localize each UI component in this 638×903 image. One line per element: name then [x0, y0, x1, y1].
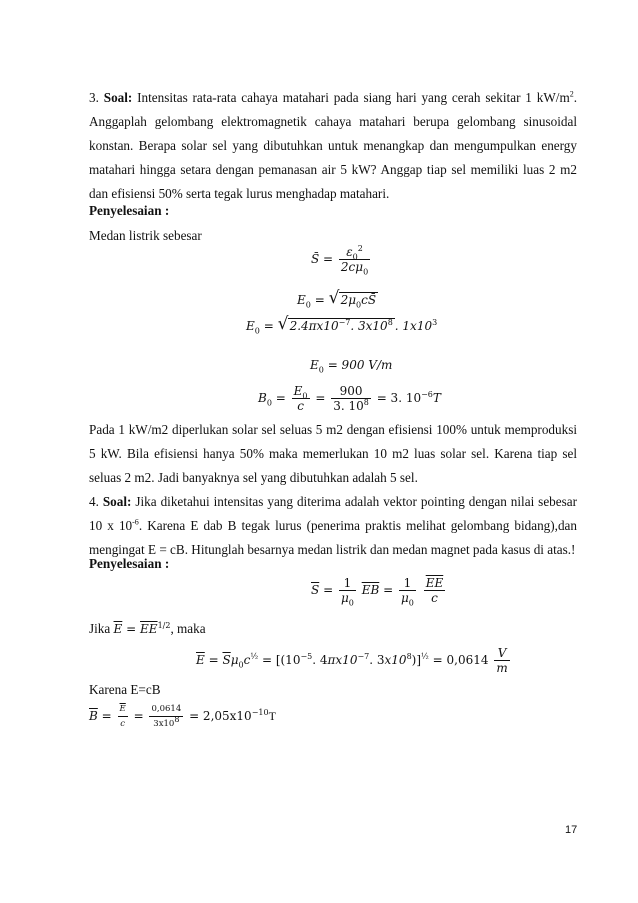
fraction: $\frac{\overline{E}}{c}$	[119, 704, 126, 729]
fraction-denominator: c	[297, 399, 304, 413]
equation-e0-sqrt: $E_0$ = √ $2\mu_0cS̄$	[297, 288, 377, 310]
sqrt-content-tail: cS̄	[361, 293, 377, 307]
problem-text: Intensitas rata-rata cahaya matahari pada siang hari yang cerah sekitar 1 kW/m	[137, 90, 570, 105]
unit-numerator: V	[494, 646, 509, 661]
fraction: $\frac{E_0}{c}$	[293, 384, 308, 413]
sqrt-value: 2.4πx10	[289, 319, 339, 333]
fraction: $\frac{1}{\mu_0}$	[340, 576, 354, 608]
fraction-numerator: 900	[331, 384, 371, 399]
karena-line: Karena E=cB	[89, 682, 161, 697]
eq-result: = 900 V/m	[327, 358, 393, 372]
page-number: 17	[565, 824, 578, 836]
eq-result: = 2,05x10	[189, 709, 252, 723]
eq-result: = 0,0614	[432, 653, 489, 667]
sqrt-value-2: . 3x10	[350, 319, 388, 333]
fraction: $\frac{900}{3. 10^8}$	[333, 384, 369, 413]
eq-lhs: E	[297, 293, 306, 307]
eq-lhs: E	[246, 319, 255, 333]
eq-result: = 3. 10	[376, 391, 422, 405]
fraction: $\frac{\overline{EE}}{c}$	[425, 576, 444, 605]
unit: T	[268, 709, 276, 723]
unit-fraction	[494, 646, 509, 675]
superscript: -6	[132, 517, 139, 527]
problem-number: 4.	[89, 494, 99, 509]
medan-text: Medan listrik sebesar	[89, 228, 202, 243]
equation-s-eb: $\overline{S}$ = $\frac{1}{\mu_0}$ $\overline{EB}$ = $\frac{1}{\mu_0}$ $\frac{\overline{EE}}{c}$	[311, 576, 444, 608]
problem-4-paragraph	[89, 490, 577, 562]
solution-heading: Penyelesaian :	[89, 556, 170, 571]
fraction-numerator: 0,0614	[149, 702, 183, 717]
equation-b0: $B_0$ = $\frac{E_0}{c}$ = $\frac{900}{3. 10^8}$ = 3. $10^{-6}T$	[258, 384, 441, 413]
eq-lhs: S̄ =	[311, 252, 334, 266]
fraction: $\frac{\varepsilon_0^2}{2c\mu_0}$	[340, 244, 369, 277]
eq-lhs: E	[310, 358, 319, 372]
fraction: $\frac{1}{\mu_0}$	[400, 576, 414, 608]
sqrt: √ $2.4\pi x10^{-7}$. $3x10^8$	[277, 314, 393, 334]
value-3: . 1x10	[394, 319, 433, 333]
problem-text: Jika diketahui intensitas yang diterima adalah vektor pointing dengan nilai sebesar 10 x 10	[89, 494, 577, 534]
jika-text: Jika	[89, 621, 111, 636]
fraction: $\frac{0,0614}{3x10^8}$	[151, 704, 182, 729]
problem-text-continued: . Karena E dab B tegak lurus (penerima praktis melihat gelombang bidang),dan mengingat E = cB. Hitunglah besarnya medan listrik dan medan magnet pada kasus di atas.!	[89, 518, 578, 558]
solution-paragraph: Pada 1 kW/m2 diperlukan solar sel seluas 5 m2 dengan efisiensi 100% untuk memproduksi 5 kW. Bila efisiensi hanya 50% maka memerlukan 10 m2 luas solar sel. Karena tiap sel seluas 2 m2. Jadi banyaknya sel yang dibutuhkan adalah 5 sel.	[89, 422, 577, 486]
jika-math: $\overline{E} = \overline{EE}^{1/2}$	[113, 621, 171, 636]
problem-number: 3.	[89, 90, 99, 105]
equation-e-result: $\overline{E} = \overline{S}\mu_0c^{\frac{1}{2}} = [(10^{-5}$. $4\pi x10^{-7}$. $3x10^8)]^{\frac{1}{2}} = 0,0614$ $\frac{V}{m}$	[196, 646, 508, 675]
fraction-denominator: 3. 10	[333, 399, 364, 413]
equation-e0-result: $E_0 = 900$ V/m	[310, 358, 393, 375]
equation-e0-values: $E_0$ = √ $2.4\pi x10^{-7}$. $3x10^8$ . $1x10^3$	[246, 314, 438, 336]
sqrt-content: 2μ	[340, 293, 357, 307]
problem-text-continued: . Anggaplah gelombang elektromagnetik cahaya matahari berupa gelombang sinusoidal konstan. Berapa solar sel yang dibutuhkan untuk menangkap dan mengumpulkan energy matahari hingga setara dengan pemanasan air 5 kW? Anggap tiap sel memiliki luas 2 m2 dan efisiensi 50% serta tegak lurus menghadap matahari.	[89, 90, 578, 202]
solution-heading: Penyelesaian :	[89, 203, 170, 218]
fraction-numerator: ε	[346, 245, 353, 259]
problem-3-paragraph	[89, 86, 577, 206]
superscript: 2	[569, 89, 574, 99]
fraction-numerator: E	[293, 384, 303, 398]
fraction-denominator: 3x10	[153, 719, 175, 729]
equation-poynting	[311, 244, 372, 277]
problem-label: Soal:	[102, 494, 132, 509]
problem-label: Soal:	[103, 90, 133, 105]
maka-text: , maka	[170, 621, 206, 636]
unit: T	[432, 391, 441, 405]
fraction-denominator: 2cμ	[340, 260, 364, 274]
sqrt: √ $2\mu_0cS̄$	[328, 288, 377, 310]
unit-denominator: m	[496, 661, 508, 675]
equation-b-result: $\overline{B}$ = $\frac{\overline{E}}{c}$ = $\frac{0,0614}{3x10^8}$ = $2,05x10^{-10}T$	[89, 704, 276, 729]
jika-line	[89, 621, 206, 637]
eq-lhs: B	[258, 391, 267, 405]
